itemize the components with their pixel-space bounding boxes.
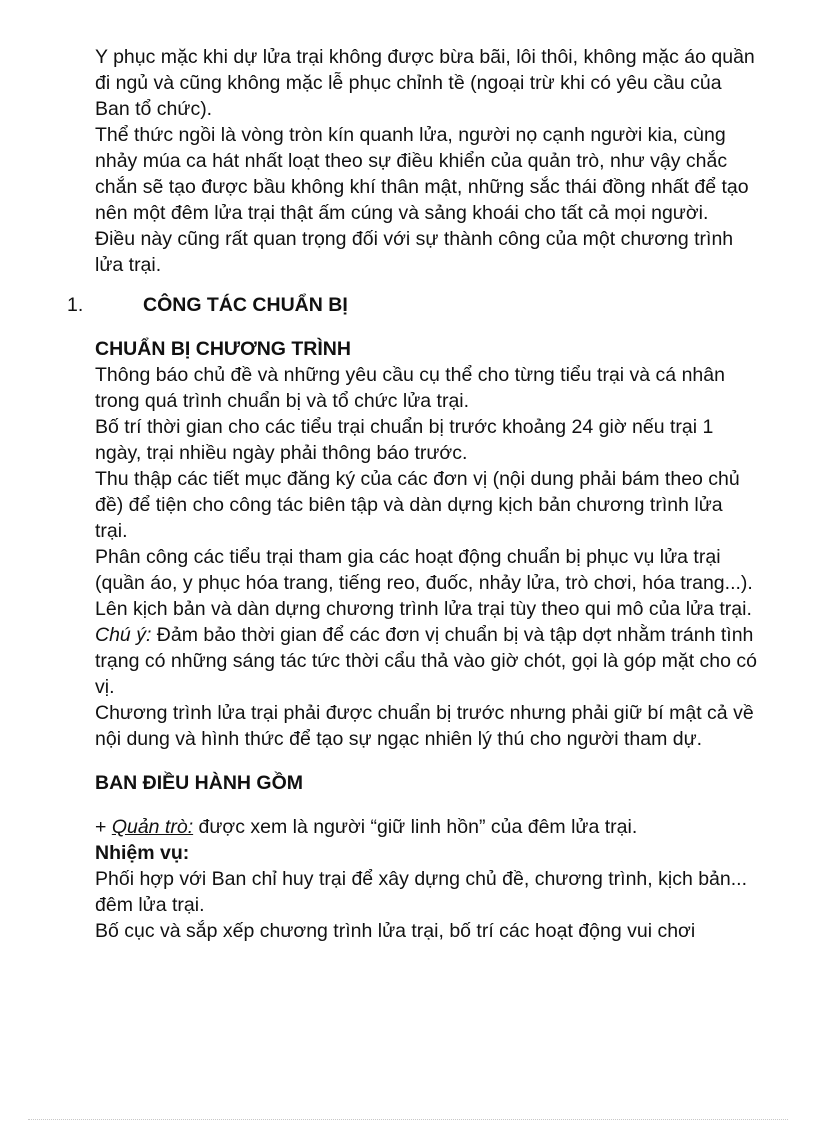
intro-paragraph: Y phục mặc khi dự lửa trại không được bừa bãi, lôi thôi, không mặc áo quần đi ngủ và cũng không mặc lễ phục chỉnh tề (ngoại trừ khi có yêu cầu của Ban tổ chức). (95, 46, 755, 120)
subsection-heading: BAN ĐIỀU HÀNH GỒM (95, 772, 303, 794)
duties-label: Nhiệm vụ: (95, 842, 190, 864)
program-closing: Chương trình lửa trại phải được chuẩn bị trước nhưng phải giữ bí mật cả về nội dung và hình thức để tạo sự ngạc nhiên lý thú cho người tham dự. (95, 702, 754, 750)
duty-item: Bố cục và sắp xếp chương trình lửa trại, bố trí các hoạt động vui chơi (95, 920, 696, 942)
page-bottom-divider (28, 1119, 788, 1120)
program-item: Lên kịch bản và dàn dựng chương trình lửa trại tùy theo qui mô của lửa trại. (95, 598, 752, 620)
intro-paragraph: Điều này cũng rất quan trọng đối với sự thành công của một chương trình lửa trại. (95, 228, 734, 276)
section-number: 1. (67, 294, 84, 316)
duty-item: Phối hợp với Ban chỉ huy trại để xây dựng chủ đề, chương trình, kịch bản... đêm lửa trại. (95, 868, 747, 916)
note-paragraph (95, 622, 760, 700)
program-item: Thông báo chủ đề và những yêu cầu cụ thể cho từng tiểu trại và cá nhân trong quá trình chuẩn bị và tổ chức lửa trại. (95, 364, 725, 412)
program-item: Thu thập các tiết mục đăng ký của các đơn vị (nội dung phải bám theo chủ đề) để tiện cho công tác biên tập và dàn dựng kịch bản chương trình lửa trại. (95, 468, 740, 542)
section-title: CÔNG TÁC CHUẨN BỊ (143, 294, 348, 316)
intro-paragraph: Thể thức ngồi là vòng tròn kín quanh lửa, người nọ cạnh người kia, cùng nhảy múa ca hát nhất loạt theo sự điều khiển của quản trò, như vậy chắc chắn sẽ tạo được bầu không khí thân mật, những sắc thái đồng nhất để tạo nên một đêm lửa trại thật ấm cúng và sảng khoái cho tất cả mọi người. (95, 124, 749, 224)
program-item: Bố trí thời gian cho các tiểu trại chuẩn bị trước khoảng 24 giờ nếu trại 1 ngày, trại nhiều ngày phải thông báo trước. (95, 416, 714, 464)
note-label: Chú ý: (95, 624, 152, 646)
subsection-heading: CHUẨN BỊ CHƯƠNG TRÌNH (95, 338, 351, 360)
board-item-label: Quản trò: (111, 816, 194, 838)
document-body (67, 44, 760, 944)
note-text: Đảm bảo thời gian để các đơn vị chuẩn bị và tập dợt nhằm tránh tình trạng có những sáng tác tức thời cẩu thả vào giờ chót, gọi là góp mặt cho có vị. (95, 624, 757, 698)
board-item (95, 814, 760, 840)
board-item-prefix: + (95, 816, 112, 838)
program-item: Phân công các tiểu trại tham gia các hoạt động chuẩn bị phục vụ lửa trại (quần áo, y phục hóa trang, tiếng reo, đuốc, nhảy lửa, trò chơi, hóa trang...). (95, 546, 753, 594)
board-item-text: được xem là người “giữ linh hồn” của đêm lửa trại. (193, 816, 638, 838)
section-heading (67, 292, 760, 318)
